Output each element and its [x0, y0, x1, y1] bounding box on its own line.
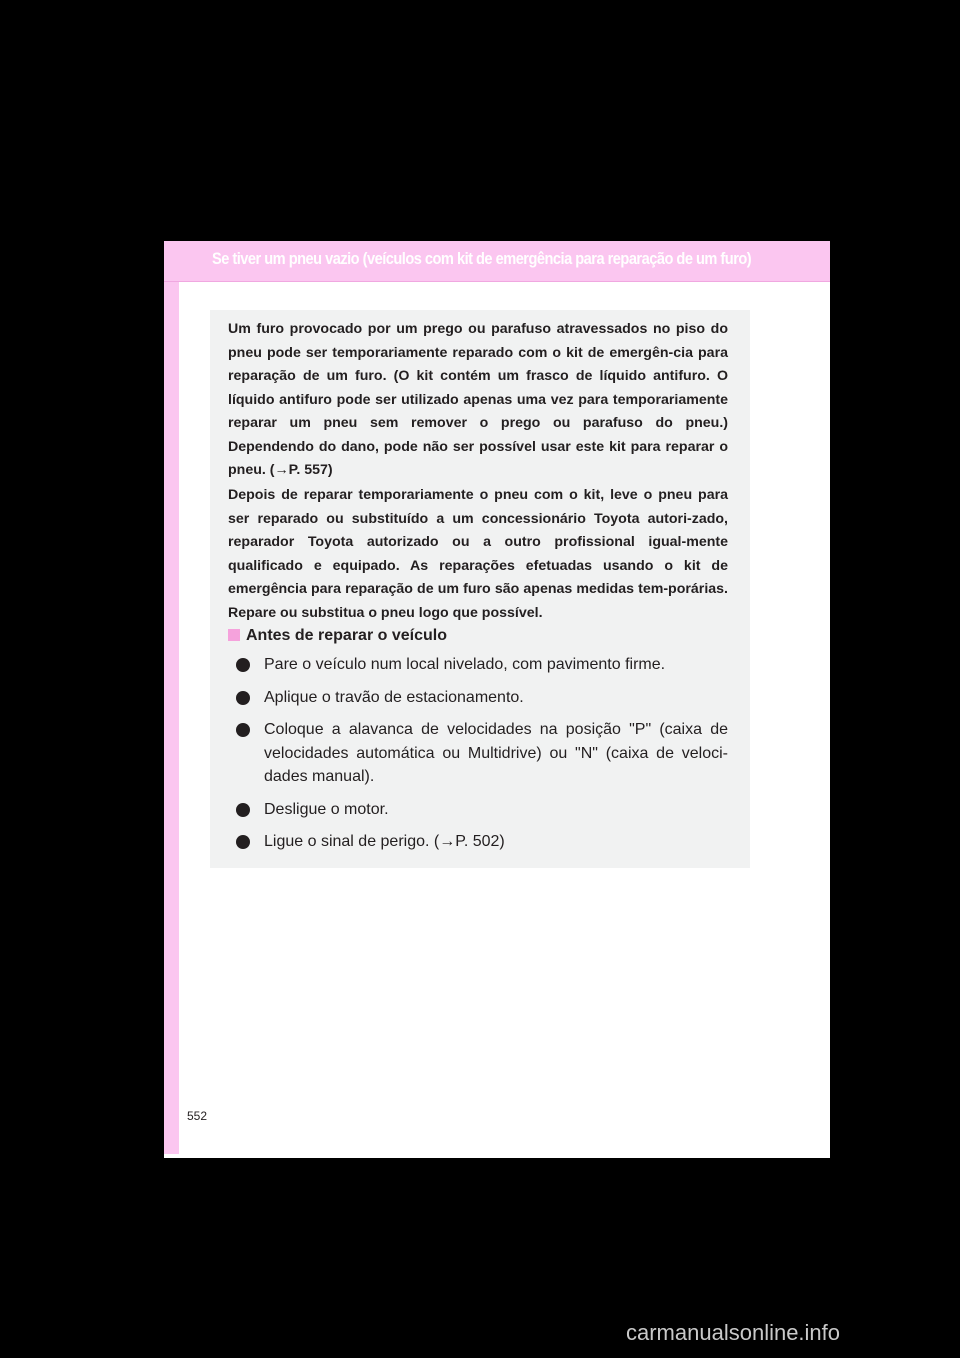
list-item-text: Pare o veículo num local nivelado, com pavimento firme.	[264, 656, 666, 673]
intro-paragraph: Um furo provocado por um prego ou parafuso atravessados no piso do pneu pode ser temporariamente reparado com o kit de emergên-cia para reparação de um furo. (O kit contém um frasco de líquido antifuro. O líquido antifuro pode ser utilizado apenas uma vez para temporariamente reparar um pneu sem remover o prego ou parafuso do pneu.) Dependendo do dano, pode não ser possível usar este kit para reparar o pneu. (→P. 557)	[228, 321, 728, 478]
bullet-dot-icon	[236, 723, 250, 737]
list-item-text: Ligue o sinal de perigo. (→P. 502)	[264, 833, 505, 850]
page-number: 552	[187, 1109, 208, 1123]
section-heading-text: Antes de reparar o veículo	[246, 627, 447, 644]
bullet-dot-icon	[236, 835, 250, 849]
list-item	[236, 653, 728, 677]
bullet-list	[236, 653, 728, 863]
list-item-text: Desligue o motor.	[264, 800, 389, 818]
advice-paragraph: Depois de reparar temporariamente o pneu com o kit, leve o pneu para ser reparado ou substituído a um concessionário Toyota autori-zado, reparador Toyota autorizado ou a outro profissional igual-mente qualificado e equipado. As reparações efetuadas usando o kit de emergência para reparação de um furo são apenas medidas tem-porárias. Repare ou substitua o pneu logo que possível.	[228, 487, 728, 621]
list-item-text: Coloque a alavanca de velocidades na posição "P" (caixa de velocidades automática ou Multidrive) ou "N" (caixa de veloci-dades manual).	[264, 721, 728, 785]
list-item	[236, 798, 728, 822]
header-bar	[164, 241, 830, 282]
bullet-dot-icon	[236, 658, 250, 672]
square-bullet-icon	[228, 629, 240, 641]
content-box	[210, 310, 750, 868]
page-title: Se tiver um pneu vazio (veículos com kit de emergência para reparação de um furo)	[212, 249, 752, 268]
list-item-text: Aplique o travão de estacionamento.	[264, 688, 524, 706]
list-item	[236, 830, 728, 854]
watermark: carmanualsonline.info	[626, 1320, 841, 1345]
list-item	[236, 718, 728, 789]
bullet-dot-icon	[236, 691, 250, 705]
section-heading	[228, 627, 447, 645]
manual-page	[164, 241, 830, 1158]
list-item	[236, 686, 728, 710]
side-strip	[164, 241, 179, 1154]
bullet-dot-icon	[236, 803, 250, 817]
